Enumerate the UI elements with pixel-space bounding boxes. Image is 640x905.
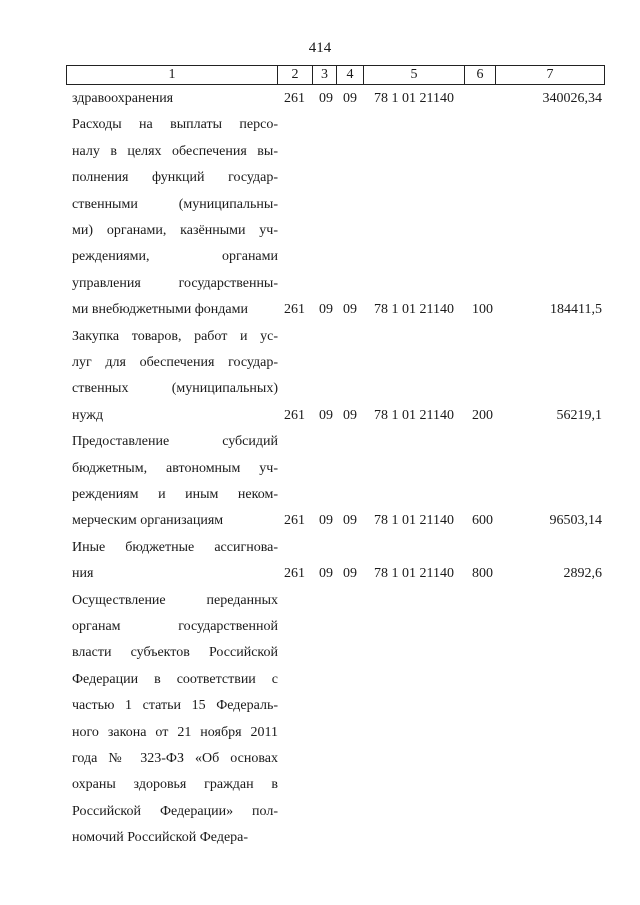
row-5-text-line: Федерации в соответствии с — [72, 671, 278, 687]
row-1-text-line: ми внебюджетными фондами — [72, 302, 248, 318]
row-5-text-line: года № 323-ФЗ «Об основах — [72, 751, 278, 766]
row-4-c6: 800 — [472, 566, 493, 582]
row-1-c6: 100 — [472, 302, 493, 318]
row-2-text-line: ственных (муниципальных) — [72, 381, 278, 397]
row-1-text-line: ми) органами, казёнными уч- — [72, 223, 278, 238]
row-1-c4: 09 — [343, 302, 357, 318]
row-0-c2: 261 — [284, 91, 305, 106]
row-2-text-line: луг для обеспечения государ- — [72, 355, 278, 370]
row-5-text-line: номочий Российской Федера- — [72, 830, 249, 846]
row-4-c3: 09 — [319, 566, 333, 582]
row-4-c2: 261 — [284, 566, 305, 582]
row-2-c4: 09 — [343, 407, 357, 423]
row-3-text-line: мерческим организациям — [72, 513, 224, 529]
header-col-2: 2 — [278, 66, 313, 85]
row-2-text-line: нужд — [72, 407, 104, 423]
header-col-4: 4 — [337, 66, 364, 85]
row-4-text-line: ния — [72, 566, 94, 582]
row-3-c4: 09 — [343, 513, 357, 529]
row-4-text-line: Иные бюджетные ассигнова- — [72, 539, 278, 555]
row-5-text-line: органам государственной — [72, 619, 278, 634]
row-0-c5: 78 1 01 21140 — [374, 91, 454, 106]
column-header-table — [66, 65, 605, 85]
row-1-text-line: налу в целях обеспечения вы- — [72, 143, 278, 159]
row-2-c5: 78 1 01 21140 — [374, 407, 454, 423]
row-1-text-line: реждениями, органами — [72, 249, 278, 265]
row-3-c5: 78 1 01 21140 — [374, 513, 454, 529]
row-1-c5: 78 1 01 21140 — [374, 302, 454, 318]
row-1-text-line: ственными (муниципальны- — [72, 196, 278, 212]
page-number: 414 — [308, 40, 332, 56]
header-col-1: 1 — [67, 66, 278, 85]
header-col-5: 5 — [364, 66, 465, 85]
row-5-text-line: охраны здоровья граждан в — [72, 777, 278, 793]
row-3-c2: 261 — [284, 513, 305, 529]
row-2-c7: 56219,1 — [556, 407, 602, 423]
row-1-text-line: Расходы на выплаты персо- — [72, 117, 278, 133]
row-4-c7: 2892,6 — [563, 566, 602, 582]
row-1-c3: 09 — [319, 302, 333, 318]
row-3-c6: 600 — [472, 513, 493, 529]
row-5-text-line: власти субъектов Российской — [72, 645, 278, 661]
row-1-c7: 184411,5 — [550, 302, 602, 318]
row-2-c3: 09 — [319, 407, 333, 423]
row-1-c2: 261 — [284, 302, 305, 318]
row-4-c5: 78 1 01 21140 — [374, 566, 454, 582]
row-3-text-line: бюджетным, автономным уч- — [72, 460, 278, 476]
row-1-text-line: полнения функций государ- — [72, 170, 278, 186]
row-3-text-line: Предоставление субсидий — [72, 434, 278, 450]
row-0-c7: 340026,34 — [542, 91, 602, 106]
row-5-text-line: Осуществление переданных — [72, 592, 278, 608]
row-5-text-line: частью 1 статьи 15 Федераль- — [72, 698, 278, 714]
row-0-text-line: здравоохранения — [72, 91, 174, 106]
row-1-text-line: управления государственны- — [72, 275, 278, 291]
row-0-c4: 09 — [343, 91, 357, 106]
header-col-7: 7 — [496, 66, 605, 85]
row-3-c3: 09 — [319, 513, 333, 529]
row-5-text-line: Российской Федерации» пол- — [72, 803, 278, 819]
row-2-c2: 261 — [284, 407, 305, 423]
row-2-text-line: Закупка товаров, работ и ус- — [72, 328, 278, 344]
header-col-3: 3 — [313, 66, 337, 85]
header-col-6: 6 — [465, 66, 496, 85]
row-4-c4: 09 — [343, 566, 357, 582]
row-3-text-line: реждениям и иным неком- — [72, 487, 278, 502]
row-3-c7: 96503,14 — [549, 513, 602, 529]
row-0-c3: 09 — [319, 91, 333, 106]
row-2-c6: 200 — [472, 407, 493, 423]
row-5-text-line: ного закона от 21 ноября 2011 — [72, 724, 278, 740]
